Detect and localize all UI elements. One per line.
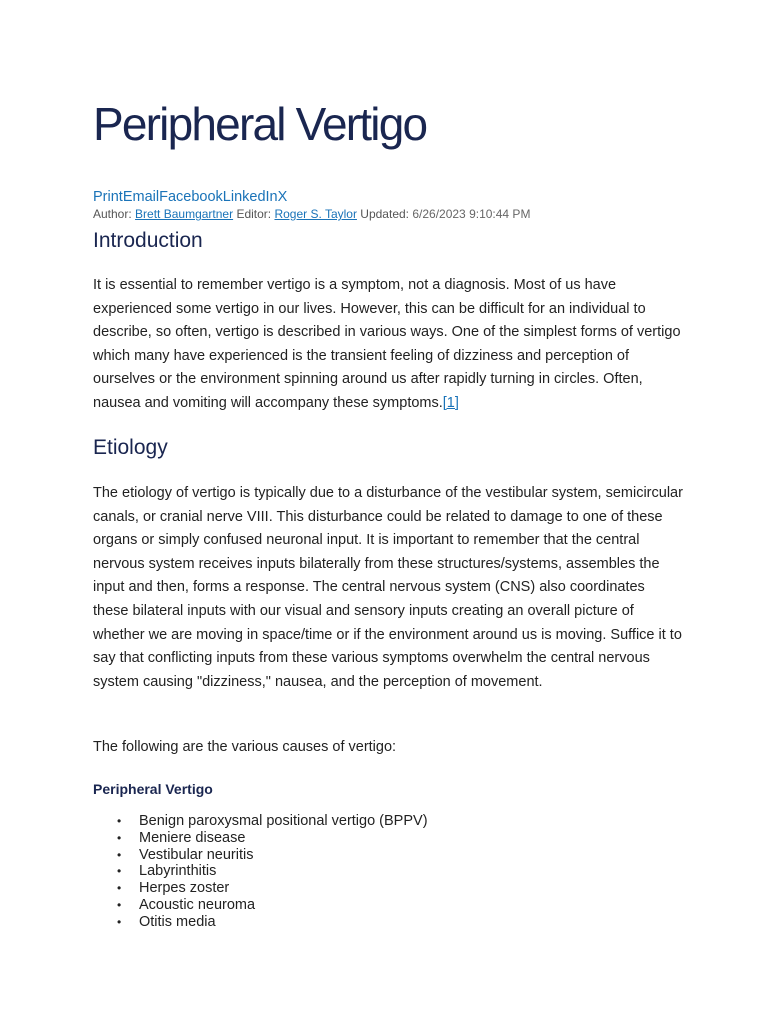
etiology-heading: Etiology [93, 436, 168, 459]
facebook-link[interactable]: Facebook [159, 189, 223, 205]
editor-link[interactable]: Roger S. Taylor [274, 207, 357, 221]
citation-link[interactable]: [1] [442, 394, 459, 411]
linkedin-link[interactable]: LinkedIn [222, 189, 278, 205]
bullet-icon: • [117, 897, 122, 912]
print-link[interactable]: Print [93, 189, 123, 205]
editor-label: Editor: [236, 207, 272, 221]
introduction-paragraph [93, 274, 683, 416]
x-link[interactable]: X [277, 189, 288, 205]
bullet-icon: • [117, 864, 122, 879]
list-item: • Acoustic neuroma [117, 896, 256, 913]
etiology-paragraph: The etiology of vertigo is typically due to a disturbance of the vestibular system, semicircular canals, or cranial nerve VIII. This disturbance could be related to damage to one of these organs or simply confused neuronal input. It is important to remember that the central nervous system receives inputs bilaterally from these structures/systems, assembles the input and then, forms a response. The central nervous system (CNS) also coordinates these bilateral inputs with our visual and sensory inputs creating an overall picture of whether we are moving in space/time or if the environment around us is moving. Suffice it to say that conflicting inputs from these various symptoms overwhelm the central nervous system causing "dizziness," nausea, and the perception of movement. [93, 485, 683, 690]
peripheral-vertigo-subheading: Peripheral Vertigo [93, 781, 213, 797]
share-links [93, 188, 287, 206]
page-title: Peripheral Vertigo [93, 98, 427, 150]
bullet-icon: • [117, 847, 122, 862]
causes-intro: The following are the various causes of vertigo: [93, 739, 397, 755]
bullet-icon: • [117, 914, 122, 929]
author-link[interactable]: Brett Baumgartner [135, 207, 234, 221]
bullet-icon: • [117, 830, 122, 845]
byline [93, 207, 530, 222]
introduction-text: It is essential to remember vertigo is a symptom, not a diagnosis. Most of us have experienced some vertigo in our lives. However, this can be difficult for an individual to describe, so often, vertigo is described in various ways. One of the simplest forms of vertigo which many have experienced is the transient feeling of dizziness and perception of ourselves or the environment spinning around us after rapidly turning in circles. Often, nausea and vomiting will accompany these symptoms. [93, 277, 681, 411]
bullet-icon: • [117, 881, 122, 896]
email-link[interactable]: Email [122, 189, 160, 205]
list-item: • Herpes zoster [117, 880, 230, 897]
introduction-heading: Introduction [93, 229, 203, 252]
causes-list [93, 813, 428, 931]
author-label: Author: [93, 207, 132, 221]
list-item: • Labyrinthitis [117, 863, 217, 880]
list-item: • Otitis media [117, 913, 216, 930]
list-item: • Meniere disease [117, 829, 246, 846]
list-item: • Vestibular neuritis [117, 846, 254, 863]
updated-date: 6/26/2023 9:10:44 PM [412, 207, 531, 221]
bullet-icon: • [117, 814, 122, 828]
list-item: • Benign paroxysmal positional vertigo (BPPV) [117, 813, 428, 829]
updated-label: Updated: [360, 207, 409, 221]
